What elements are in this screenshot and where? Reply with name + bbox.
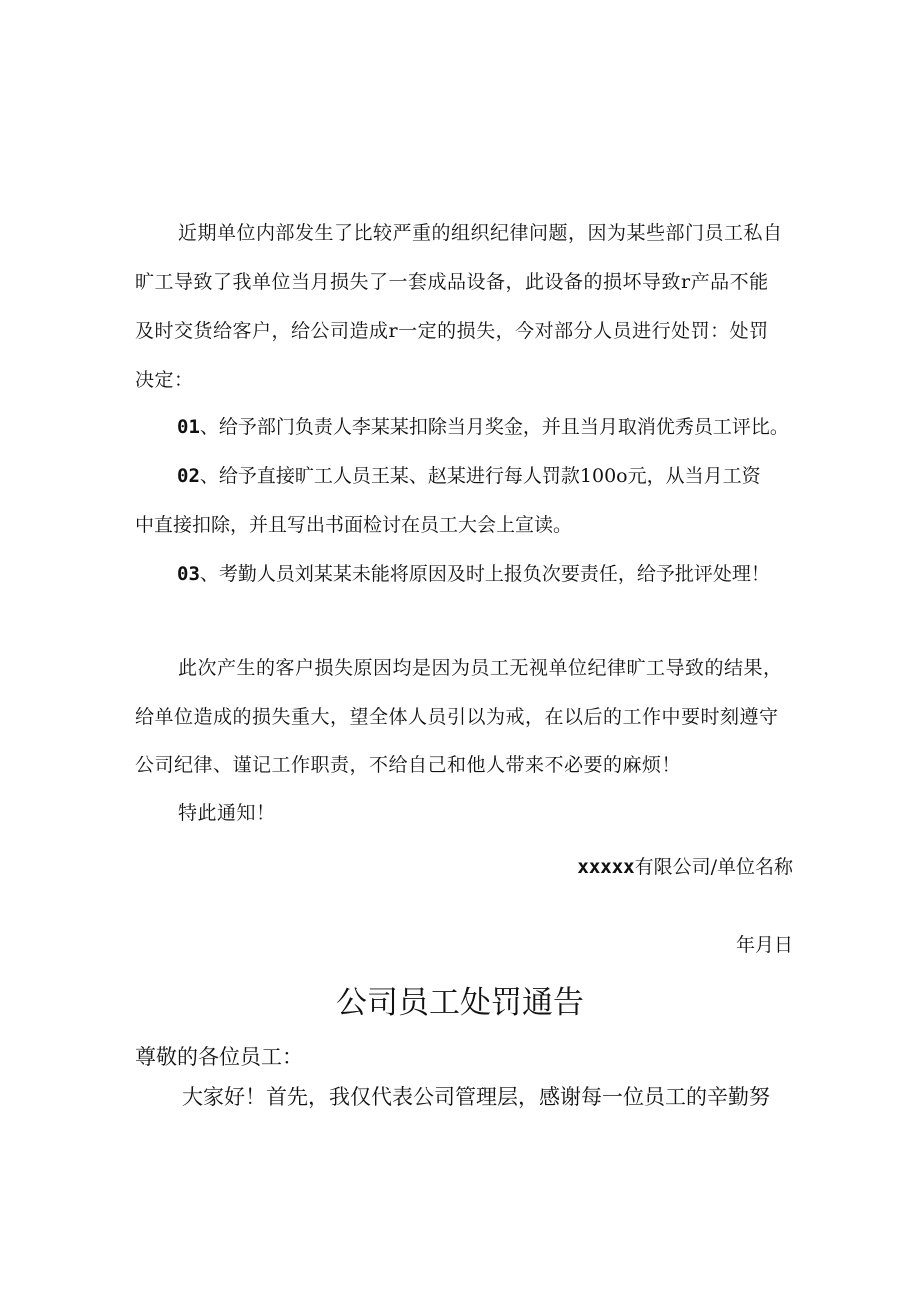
penalty-item-3 [177, 562, 770, 586]
item-number: 01 [177, 416, 200, 438]
item-text: 、给予部门负责人李某某扣除当月奖金，并且当月取消优秀员工评比。 [199, 416, 789, 438]
penalty-item-2-cont: 中直接扣除，并且写出书面检讨在员工大会上宣读。 [135, 514, 573, 536]
intro-line-2: 旷工导致了我单位当月损失了一套成品设备，此设备的损坏导致r产品不能 [135, 271, 769, 293]
item-number: 02 [177, 465, 200, 487]
closing-text: 特此通知！ [178, 802, 276, 824]
greeting: 尊敬的各位员工： [135, 1045, 303, 1069]
penalty-item-1 [177, 415, 789, 439]
intro-line-4: 决定： [135, 369, 194, 391]
item-text: 、给予直接旷工人员王某、赵某进行每人罚款100o元，从当月工资 [199, 465, 761, 487]
page-title: 公司员工处罚通告 [336, 985, 584, 1021]
body-text: 大家好！首先，我仅代表公司管理层，感谢每一位员工的辛勤努 [182, 1085, 770, 1109]
signature-placeholder: xxxxx [577, 856, 635, 878]
intro-line-3: 及时交货给客户，给公司造成r一定的损失，今对部分人员进行处罚：处罚 [135, 320, 769, 342]
conclusion-line-2: 给单位造成的损失重大，望全体人员引以为戒，在以后的工作中要时刻遵守 [135, 706, 779, 728]
date-line: 年月日 [735, 934, 793, 956]
conclusion-line-3: 公司纪律、谨记工作职责，不给自己和他人带来不必要的麻烦！ [135, 754, 682, 776]
intro-line-1: 近期单位内部发生了比较严重的组织纪律问题，因为某些部门员工私自 [178, 222, 783, 244]
item-number: 03 [177, 563, 200, 585]
signature-org: 有限公司/单位名称 [634, 856, 793, 878]
signature [577, 855, 793, 879]
conclusion-line-1: 此次产生的客户损失原因均是因为员工无视单位纪律旷工导致的结果， [178, 657, 783, 679]
item-text: 、考勤人员刘某某未能将原因及时上报负次要责任，给予批评处理！ [199, 563, 770, 585]
penalty-item-2 [177, 464, 761, 488]
